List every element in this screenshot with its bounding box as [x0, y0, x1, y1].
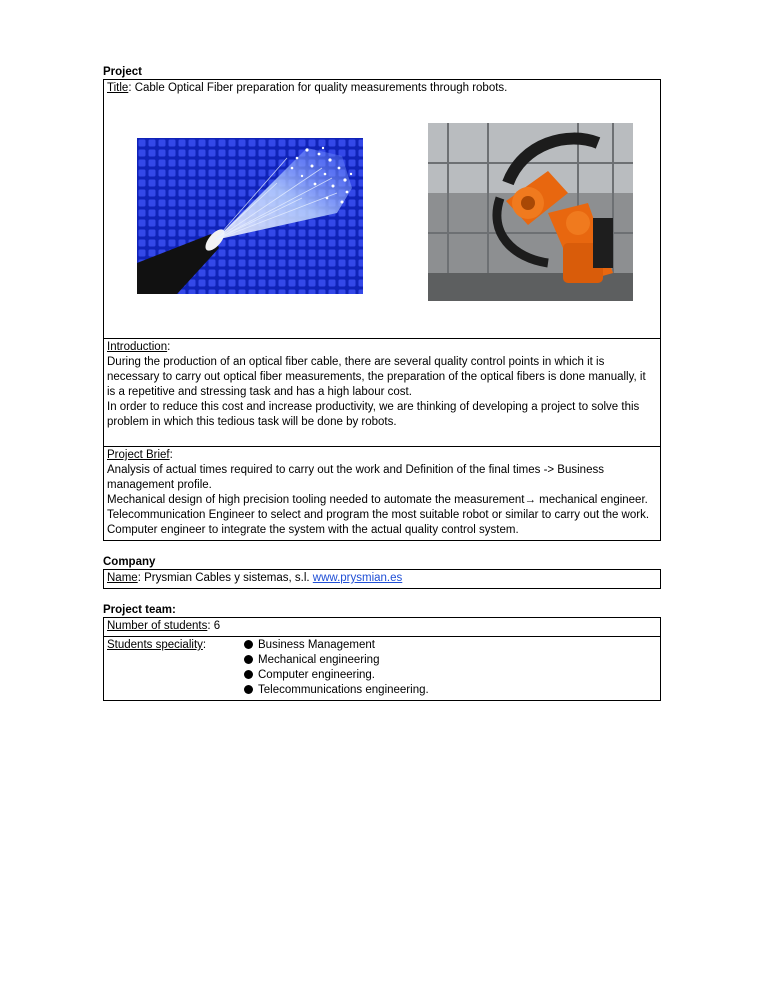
students-value: : 6: [207, 620, 221, 632]
name-label: Name: [107, 572, 138, 584]
brief-line: Computer engineer to integrate the system with the actual quality control system.: [107, 524, 519, 536]
speciality-list: [244, 638, 429, 698]
introduction-paragraph: During the production of an optical fiber cable, there are several quality control points in which it is necessary to carry out optical fiber measurements, the preparation of the optical fibers is done manually, it is a repetitive and stressing task and has a high labour cost.: [107, 356, 646, 398]
arrow-icon: →: [524, 494, 536, 506]
brief-line: Mechanical design of high precision tooling needed to automate the measurement: [107, 494, 525, 506]
list-item: Business Management: [244, 638, 429, 653]
team-table: [103, 617, 661, 701]
team-heading: Project team:: [103, 604, 176, 616]
students-label: Number of students: [107, 620, 208, 632]
name-text: : Prysmian Cables y sistemas, s.l.: [137, 572, 313, 584]
introduction-label: Introduction: [107, 341, 168, 353]
brief-line: Analysis of actual times required to carry out the work and Definition of the final times -> Business management profile.: [107, 464, 604, 491]
speciality-row: [104, 636, 660, 700]
company-name-row: [104, 570, 660, 588]
brief-row: [104, 446, 660, 540]
project-table: [103, 79, 661, 541]
company-website-link[interactable]: www.prysmian.es: [312, 572, 403, 584]
list-item: Mechanical engineering: [244, 653, 429, 668]
optical-fiber-image: [137, 138, 363, 294]
students-row: [104, 618, 660, 636]
list-item: Telecommunications engineering.: [244, 683, 429, 698]
bullet-icon: [244, 655, 253, 664]
company-table: [103, 569, 661, 589]
speciality-suffix: :: [202, 639, 207, 651]
introduction-row: [104, 338, 660, 446]
brief-line: mechanical engineer.: [535, 494, 648, 506]
title-row: [104, 80, 660, 338]
introduction-suffix: :: [167, 341, 171, 353]
bullet-icon: [244, 685, 253, 694]
industrial-robot-image: [428, 123, 633, 301]
brief-label: Project Brief: [107, 449, 170, 461]
document-page: [103, 66, 661, 701]
introduction-paragraph: In order to reduce this cost and increase productivity, we are thinking of developing a project to solve this problem in which this tedious task will be done by robots.: [107, 401, 640, 428]
bullet-icon: [244, 640, 253, 649]
title-text: : Cable Optical Fiber preparation for quality measurements through robots.: [128, 82, 508, 94]
list-item: Computer engineering.: [244, 668, 429, 683]
title-label: Title: [107, 82, 129, 94]
image-area: [107, 96, 657, 336]
brief-line: Telecommunication Engineer to select and program the most suitable robot or similar to carry out the work.: [107, 509, 650, 521]
bullet-icon: [244, 670, 253, 679]
brief-suffix: :: [169, 449, 173, 461]
speciality-label: Students speciality: [107, 639, 203, 651]
project-heading: Project: [103, 66, 142, 78]
company-heading: Company: [103, 556, 156, 568]
